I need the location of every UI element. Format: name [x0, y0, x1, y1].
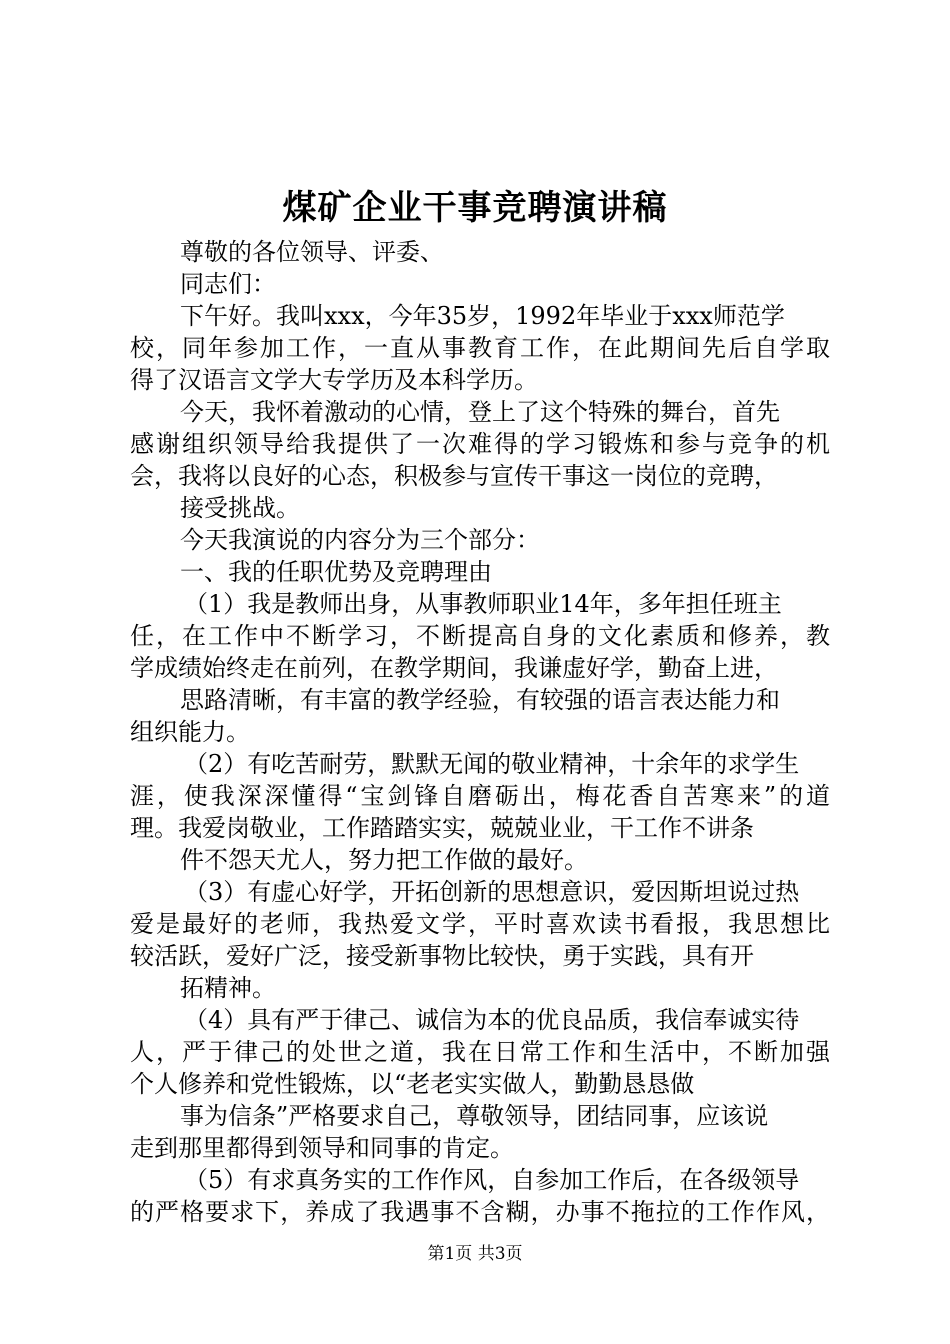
document-title: 煤矿企业干事竞聘演讲稿: [282, 188, 668, 228]
body-line: 件不怨天尤人，努力把工作做的最好。: [180, 846, 588, 874]
body-line: （2）有吃苦耐劳，默默无闻的敬业精神，十余年的求学生: [184, 750, 800, 778]
body-line: 学成绩始终走在前列，在教学期间，我谦虚好学，勤奋上进，: [130, 654, 778, 682]
body-line: 爱是最好的老师，我热爱文学，平时喜欢读书看报，我思想比: [130, 910, 830, 938]
body-line: 下午好。我叫xxx，今年35岁，1992年毕业于xxx师范学: [180, 302, 785, 330]
body-line: 今天我演说的内容分为三个部分：: [180, 526, 540, 554]
body-line: 走到那里都得到领导和同事的肯定。: [130, 1134, 514, 1162]
body-line: 思路清晰，有丰富的教学经验，有较强的语言表达能力和: [180, 686, 780, 714]
body-line: 接受挑战。: [180, 494, 300, 522]
body-line: （3）有虚心好学，开拓创新的思想意识，爱因斯坦说过热: [184, 878, 800, 906]
body-line: 会，我将以良好的心态，积极参与宣传干事这一岗位的竞聘，: [130, 462, 778, 490]
body-line: （5）有求真务实的工作作风，自参加工作后，在各级领导: [184, 1166, 800, 1194]
body-line: 尊敬的各位领导、评委、: [180, 238, 444, 266]
body-line: 校，同年参加工作，一直从事教育工作，在此期间先后自学取: [130, 334, 830, 362]
body-line: 理。我爱岗敬业，工作踏踏实实，兢兢业业，干工作不讲条: [130, 814, 754, 842]
body-line: （1）我是教师出身，从事教师职业14年，多年担任班主: [184, 590, 782, 618]
body-line: 较活跃，爱好广泛，接受新事物比较快，勇于实践，具有开: [130, 942, 754, 970]
body-line: 今天，我怀着激动的心情，登上了这个特殊的舞台，首先: [180, 398, 780, 426]
body-line: 同志们：: [180, 270, 276, 298]
body-line: 个人修养和党性锻炼，以“老老实实做人，勤勤恳恳做: [130, 1070, 695, 1098]
body-line: 的严格要求下，养成了我遇事不含糊，办事不拖拉的工作作风，: [130, 1198, 830, 1226]
body-line: 得了汉语言文学大专学历及本科学历。: [130, 366, 538, 394]
body-line: 事为信条”严格要求自己，尊敬领导，团结同事，应该说: [180, 1102, 769, 1130]
body-line: 任，在工作中不断学习，不断提高自身的文化素质和修养，教: [130, 622, 830, 650]
body-line: 一、我的任职优势及竞聘理由: [180, 558, 492, 586]
body-line: （4）具有严于律己、诚信为本的优良品质，我信奉诚实待: [184, 1006, 800, 1034]
body-line: 涯，使我深深懂得“宝剑锋自磨砺出，梅花香自苦寒来”的道: [130, 782, 830, 810]
page-number-footer: 第1页 共3页: [427, 1244, 523, 1264]
body-line: 拓精神。: [180, 974, 276, 1002]
body-line: 组织能力。: [130, 718, 250, 746]
body-line: 感谢组织领导给我提供了一次难得的学习锻炼和参与竞争的机: [130, 430, 830, 458]
body-line: 人，严于律己的处世之道，我在日常工作和生活中，不断加强: [130, 1038, 830, 1066]
